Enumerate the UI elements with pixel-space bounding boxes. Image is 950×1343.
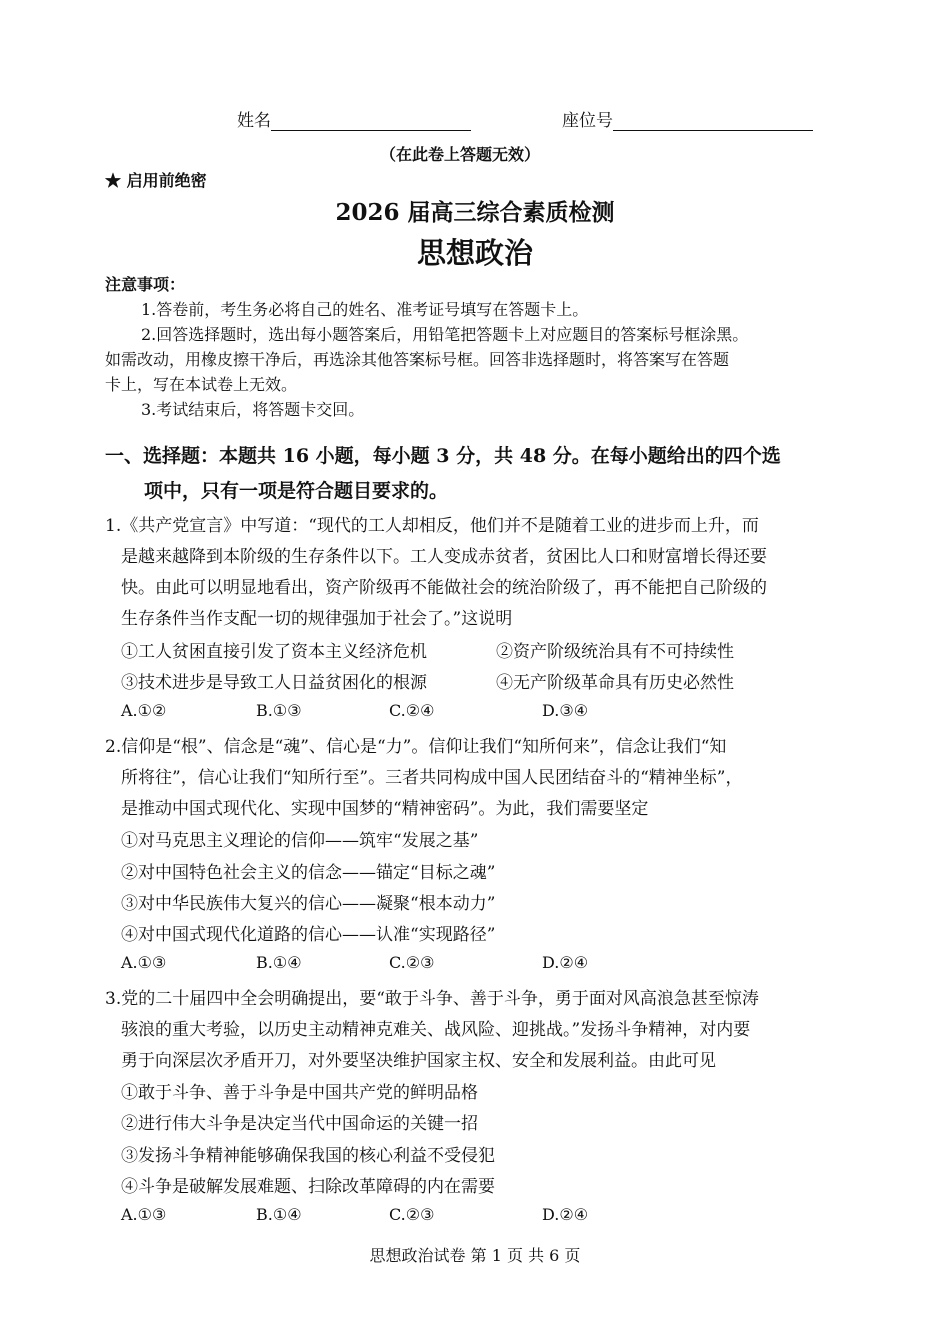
- q1-stem-cont: 生存条件当作支配一切的规律强加于社会了。”这说明: [121, 609, 513, 629]
- seat-blank: [613, 112, 813, 131]
- q3-statement-3: ③发扬斗争精神能够确保我国的核心利益不受侵犯: [121, 1146, 495, 1166]
- q1-stem: 1.《共产党宣言》中写道：“现代的工人却相反，他们并不是随着工业的进步而上升，而: [105, 516, 759, 536]
- q1-statement-2: ②资产阶级统治具有不可持续性: [496, 642, 734, 662]
- q3-option-c: C.②③: [389, 1205, 435, 1224]
- notice-item-2-cont2: 卡上，写在本试卷上无效。: [105, 375, 298, 394]
- notice-item-1: 1.答卷前，考生务必将自己的姓名、准考证号填写在答题卡上。: [141, 300, 589, 319]
- q1-stem-cont: 是越来越降到本阶级的生存条件以下。工人变成赤贫者，贫困比人口和财富增长得还要: [121, 547, 767, 567]
- q2-option-b: B.①④: [256, 953, 302, 972]
- name-blank: [271, 112, 471, 131]
- secret-mark: ★ 启用前绝密: [105, 171, 207, 190]
- notice-title: 注意事项：: [105, 275, 186, 294]
- section-title: 一、选择题：本题共 16 小题，每小题 3 分，共 48 分。在每小题给出的四个选: [105, 445, 781, 467]
- q1-option-d: D.③④: [542, 701, 589, 720]
- seat-field: [562, 106, 813, 131]
- q3-statement-4: ④斗争是破解发展难题、扫除改革障碍的内在需要: [121, 1177, 495, 1197]
- name-field: [237, 106, 471, 131]
- q3-stem: 3.党的二十届四中全会明确提出，要“敢于斗争、善于斗争，勇于面对风高浪急甚至惊涛: [105, 989, 759, 1009]
- q2-option-c: C.②③: [389, 953, 435, 972]
- q2-statement-4: ④对中国式现代化道路的信心——认准“实现路径”: [121, 925, 496, 945]
- q3-statement-2: ②进行伟大斗争是决定当代中国命运的关键一招: [121, 1114, 478, 1134]
- notice-item-2: 2.回答选择题时，选出每小题答案后，用铅笔把答题卡上对应题目的答案标号框涂黑。: [141, 325, 749, 344]
- q1-statement-1: ①工人贫困直接引发了资本主义经济危机: [121, 642, 427, 662]
- q2-statement-3: ③对中华民族伟大复兴的信心——凝聚“根本动力”: [121, 894, 496, 914]
- notice-item-3: 3.考试结束后，将答题卡交回。: [141, 400, 365, 419]
- notice-item-2-cont: 如需改动，用橡皮擦干净后，再选涂其他答案标号框。回答非选择题时，将答案写在答题: [105, 350, 730, 369]
- q3-stem-cont: 勇于向深层次矛盾开刀，对外要坚决维护国家主权、安全和发展利益。由此可见: [121, 1051, 716, 1071]
- name-label: 姓名: [237, 111, 271, 131]
- invalid-note: （在此卷上答题无效）: [380, 145, 541, 164]
- seat-label: 座位号: [562, 111, 613, 131]
- q2-option-d: D.②④: [542, 953, 589, 972]
- exam-title: 2026 届高三综合素质检测: [335, 199, 615, 226]
- q2-statement-2: ②对中国特色社会主义的信念——锚定“目标之魂”: [121, 863, 496, 883]
- q2-option-a: A.①③: [121, 953, 167, 972]
- q3-stem-cont: 骇浪的重大考验，以历史主动精神克难关、战风险、迎挑战。”发扬斗争精神，对内要: [121, 1020, 751, 1040]
- q1-option-a: A.①②: [121, 701, 167, 720]
- q3-option-a: A.①③: [121, 1205, 167, 1224]
- q2-stem: 2.信仰是“根”、信念是“魂”、信心是“力”。信仰让我们“知所何来”，信念让我们“知: [105, 737, 727, 757]
- q2-stem-cont: 所将往”，信心让我们“知所行至”。三者共同构成中国人民团结奋斗的“精神坐标”，: [121, 768, 743, 788]
- q1-option-c: C.②④: [389, 701, 435, 720]
- q1-option-b: B.①③: [256, 701, 302, 720]
- q2-stem-cont: 是推动中国式现代化、实现中国梦的“精神密码”。为此，我们需要坚定: [121, 799, 649, 819]
- q2-statement-1: ①对马克思主义理论的信仰——筑牢“发展之基”: [121, 831, 479, 851]
- q3-option-b: B.①④: [256, 1205, 302, 1224]
- q1-statement-3: ③技术进步是导致工人日益贫困化的根源: [121, 673, 427, 693]
- section-title-cont: 项中，只有一项是符合题目要求的。: [144, 480, 449, 502]
- page-footer: 思想政治试卷 第 1 页 共 6 页: [369, 1246, 581, 1265]
- subject-title: 思想政治: [416, 236, 533, 270]
- q3-statement-1: ①敢于斗争、善于斗争是中国共产党的鲜明品格: [121, 1083, 478, 1103]
- q1-statement-4: ④无产阶级革命具有历史必然性: [496, 673, 734, 693]
- q3-option-d: D.②④: [542, 1205, 589, 1224]
- q1-stem-cont: 快。由此可以明显地看出，资产阶级再不能做社会的统治阶级了，再不能把自己阶级的: [121, 578, 767, 598]
